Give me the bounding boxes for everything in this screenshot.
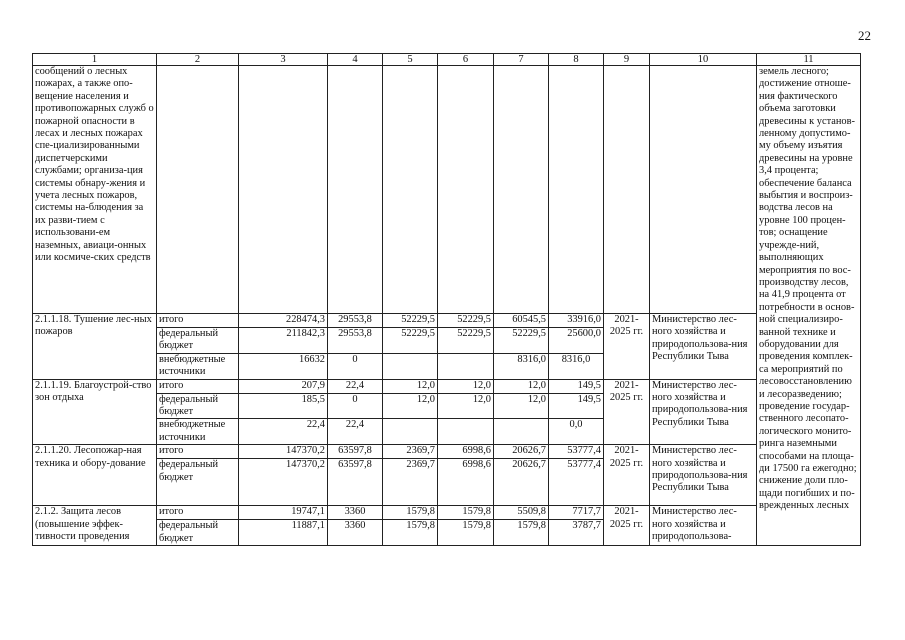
responsible-executor: Министерство лес-ного хозяйства и природопользова-ния Республики Тыва bbox=[650, 445, 757, 506]
amount-cell: 1579,8 bbox=[438, 520, 494, 546]
amount-cell: 63597,8 bbox=[328, 459, 383, 506]
amount-cell bbox=[383, 353, 438, 379]
amount-cell: 12,0 bbox=[438, 379, 494, 393]
amount-cell: 5509,8 bbox=[494, 506, 549, 520]
amount-cell: 29553,8 bbox=[328, 314, 383, 328]
header-cell: 7 bbox=[494, 54, 549, 66]
amount-cell: 20626,7 bbox=[494, 445, 549, 459]
amount-cell: 185,5 bbox=[239, 393, 328, 419]
amount-cell: 52229,5 bbox=[438, 328, 494, 354]
amount-cell: 12,0 bbox=[383, 379, 438, 393]
responsible-executor: Министерство лес-ного хозяйства и природопользова-ния Республики Тыва bbox=[650, 379, 757, 445]
amount-cell: 12,0 bbox=[494, 393, 549, 419]
amount-cell: 29553,8 bbox=[328, 328, 383, 354]
amount-cell bbox=[438, 353, 494, 379]
amount-cell: 1579,8 bbox=[438, 506, 494, 520]
header-cell: 4 bbox=[328, 54, 383, 66]
amount-cell: 149,5 bbox=[549, 379, 604, 393]
funding-source: федеральный бюджет bbox=[157, 520, 239, 546]
header-cell: 6 bbox=[438, 54, 494, 66]
measure-name: 2.1.1.18. Тушение лес-ных пожаров bbox=[33, 314, 157, 380]
header-cell: 1 bbox=[33, 54, 157, 66]
expected-results: земель лесного; достижение отноше-ния фактического объема заготовки древесины к установ-ленному допустимо-му объему изъятия древесины на уровне 3,4 процента; обеспечение баланса выбытия и воспроиз-водства лесов на уровне 100 процен-тов; оснащение учрежде-ний, выполняющих мероприятия по вос-производству лесов, на 41,9 процента от потребности в основ-ной специализиро-ванной технике и оборудовании для проведения комплек-са мероприятий по лесовосстановлению и лесоразведению; проведение государ-ственного лесопато-логического монито-ринга наземными способами на площа-ди 17500 га ежегодно; снижение доли пло-щади погибших и по-врежденных лесных bbox=[757, 66, 861, 546]
amount-cell: 52229,5 bbox=[438, 314, 494, 328]
table-row bbox=[33, 506, 861, 520]
amount-cell: 33916,0 bbox=[549, 314, 604, 328]
header-cell: 9 bbox=[604, 54, 650, 66]
amount-cell bbox=[438, 419, 494, 445]
amount-cell: 2369,7 bbox=[383, 445, 438, 459]
amount-cell: 12,0 bbox=[383, 393, 438, 419]
amount-cell: 63597,8 bbox=[328, 445, 383, 459]
amount-cell: 2369,7 bbox=[383, 459, 438, 506]
measure-name-continued: сообщений о лесных пожарах, а также опо-вещение населения и противопожарных служб о пожарной опасности в лесах и лесных пожарах спе-циализированными диспетчерскими службами; организа-ция системы обнару-жения и учета лесных пожаров, системы на-блюдения за их разви-тием с использовани-ем наземных, авиаци-онных или космиче-ских средств bbox=[33, 66, 157, 314]
period: 2021-2025 гг. bbox=[604, 506, 650, 546]
amount-cell: 1579,8 bbox=[494, 520, 549, 546]
amount-cell: 25600,0 bbox=[549, 328, 604, 354]
continuation-row bbox=[33, 66, 861, 314]
header-cell: 2 bbox=[157, 54, 239, 66]
funding-source: итого bbox=[157, 445, 239, 459]
amount-cell: 6998,6 bbox=[438, 459, 494, 506]
measure-name: 2.1.2. Защита лесов (повышение эффек-тивности проведения bbox=[33, 506, 157, 546]
header-row bbox=[33, 54, 861, 66]
amount-cell: 228474,3 bbox=[239, 314, 328, 328]
amount-cell: 52229,5 bbox=[383, 314, 438, 328]
amount-cell: 0,0 bbox=[549, 419, 604, 445]
period: 2021-2025 гг. bbox=[604, 445, 650, 506]
amount-cell: 6998,6 bbox=[438, 445, 494, 459]
amount-cell: 207,9 bbox=[239, 379, 328, 393]
amount-cell: 53777,4 bbox=[549, 445, 604, 459]
amount-cell: 1579,8 bbox=[383, 520, 438, 546]
amount-cell: 11887,1 bbox=[239, 520, 328, 546]
table-row bbox=[33, 314, 861, 328]
header-cell: 3 bbox=[239, 54, 328, 66]
responsible-executor: Министерство лес-ного хозяйства и природопользова-ния Республики Тыва bbox=[650, 314, 757, 380]
amount-cell: 147370,2 bbox=[239, 445, 328, 459]
header-cell: 10 bbox=[650, 54, 757, 66]
amount-cell: 12,0 bbox=[494, 379, 549, 393]
funding-source: федеральный бюджет bbox=[157, 393, 239, 419]
amount-cell: 22,4 bbox=[328, 379, 383, 393]
amount-cell: 8316,0 bbox=[494, 353, 549, 379]
header-cell: 11 bbox=[757, 54, 861, 66]
amount-cell: 60545,5 bbox=[494, 314, 549, 328]
header-cell: 5 bbox=[383, 54, 438, 66]
amount-cell: 22,4 bbox=[328, 419, 383, 445]
period: 2021-2025 гг. bbox=[604, 379, 650, 445]
program-table bbox=[32, 53, 861, 546]
amount-cell: 52229,5 bbox=[494, 328, 549, 354]
funding-source: итого bbox=[157, 379, 239, 393]
amount-cell: 16632 bbox=[239, 353, 328, 379]
funding-source: федеральный бюджет bbox=[157, 459, 239, 506]
amount-cell: 52229,5 bbox=[383, 328, 438, 354]
table-row bbox=[33, 445, 861, 459]
funding-source: внебюджетные источники bbox=[157, 353, 239, 379]
amount-cell: 149,5 bbox=[549, 393, 604, 419]
amount-cell: 3360 bbox=[328, 520, 383, 546]
measure-name: 2.1.1.19. Благоустрой-ство зон отдыха bbox=[33, 379, 157, 445]
amount-cell bbox=[494, 419, 549, 445]
page-number: 22 bbox=[858, 28, 871, 43]
amount-cell: 211842,3 bbox=[239, 328, 328, 354]
funding-source: внебюджетные источники bbox=[157, 419, 239, 445]
amount-cell: 20626,7 bbox=[494, 459, 549, 506]
period: 2021-2025 гг. bbox=[604, 314, 650, 380]
amount-cell: 147370,2 bbox=[239, 459, 328, 506]
amount-cell: 12,0 bbox=[438, 393, 494, 419]
amount-cell: 0 bbox=[328, 393, 383, 419]
funding-source: федеральный бюджет bbox=[157, 328, 239, 354]
amount-cell: 53777,4 bbox=[549, 459, 604, 506]
amount-cell: 3360 bbox=[328, 506, 383, 520]
amount-cell: 7717,7 bbox=[549, 506, 604, 520]
amount-cell: 8316,0 bbox=[549, 353, 604, 379]
funding-source: итого bbox=[157, 506, 239, 520]
amount-cell: 1579,8 bbox=[383, 506, 438, 520]
header-cell: 8 bbox=[549, 54, 604, 66]
amount-cell: 3787,7 bbox=[549, 520, 604, 546]
table-row bbox=[33, 379, 861, 393]
amount-cell: 19747,1 bbox=[239, 506, 328, 520]
responsible-executor: Министерство лес-ного хозяйства и природопользова- bbox=[650, 506, 757, 546]
amount-cell: 0 bbox=[328, 353, 383, 379]
amount-cell: 22,4 bbox=[239, 419, 328, 445]
amount-cell bbox=[383, 419, 438, 445]
funding-source: итого bbox=[157, 314, 239, 328]
measure-name: 2.1.1.20. Лесопожар-ная техника и обору-дование bbox=[33, 445, 157, 506]
